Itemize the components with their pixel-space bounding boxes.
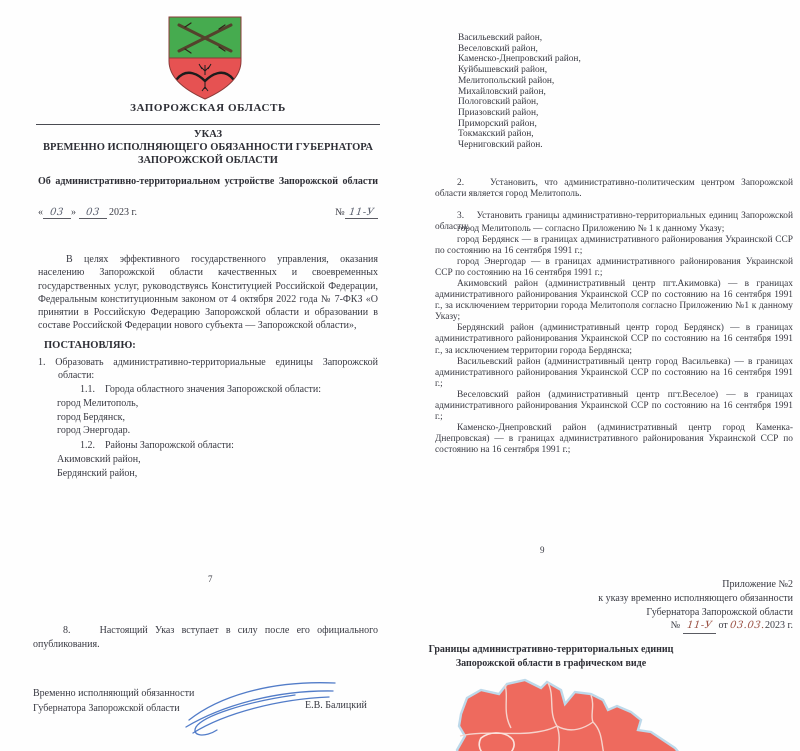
- page-9-appendix-map: [400, 530, 800, 751]
- issuing-authority: [38, 141, 378, 167]
- decree-subject: Об административно-территориальном устройстве Запорожской области: [38, 176, 378, 187]
- map-title: [401, 643, 701, 670]
- arms-red-field: [169, 58, 241, 99]
- boundary-item: Каменско-Днепровский район (административный центр город Каменка-Днепровская) — в границах административного районирования Украинской ССР по состоянию на 16 сентября 1991 г.;: [435, 422, 793, 455]
- appendix-ref-line: к указу временно исполняющего обязанности: [598, 592, 793, 604]
- authority-line-1: ВРЕМЕННО ИСПОЛНЯЮЩЕГО ОБЯЗАННОСТИ ГУБЕРНАТОРА: [43, 142, 373, 153]
- district-item: Михайловский район,: [458, 86, 546, 97]
- signer-title-line-2: Губернатора Запорожской области: [33, 703, 180, 714]
- district-item: Токмакский район,: [458, 129, 534, 140]
- clause-3: 3. Установить границы административно-территориальных единиц Запорожской области:: [435, 211, 793, 233]
- district-item: Приазовский район,: [458, 107, 539, 118]
- page-7-signature-page: [0, 530, 400, 751]
- boundary-item: город Энергодар — в границах административного районирования Украинской ССР по состоянию на 16 сентября 1991 г.;: [435, 257, 793, 279]
- region-name: ЗАПОРОЖСКАЯ ОБЛАСТЬ: [130, 102, 286, 114]
- clause-2: 2. Установить, что административно-политическим центром Запорожской области является город Мелитополь.: [435, 178, 793, 200]
- appendix-year: 2023 г.: [765, 620, 793, 632]
- signer-title-line-1: Временно исполняющий обязанности: [33, 688, 195, 699]
- city-list: [57, 397, 138, 438]
- clause-1-1: 1.1. Города областного значения Запорожской области:: [80, 384, 322, 395]
- district-item: Пологовский район,: [458, 97, 539, 108]
- district-item: Черниговский район.: [458, 140, 543, 151]
- district-list-continued: [435, 33, 800, 151]
- appendix-number-line: [493, 619, 793, 634]
- authority-line-2: ЗАПОРОЖСКОЙ ОБЛАСТИ: [138, 155, 278, 166]
- signer-name: Е.В. Балицкий: [305, 700, 367, 711]
- appendix-title: Приложение №2: [722, 579, 793, 590]
- district-item: Акимовский район,: [57, 454, 141, 465]
- appendix-ref-authority: Губернатора Запорожской области: [646, 606, 793, 618]
- clause-1: 1. Образовать административно-территориальные единицы Запорожской области:: [38, 357, 378, 381]
- district-item: Куйбышевский район,: [458, 65, 548, 76]
- signer-title: [33, 686, 194, 716]
- page-2-district-list: [400, 0, 800, 530]
- handwritten-month: 03: [85, 207, 100, 218]
- clause-1-2: 1.2. Районы Запорожской области:: [80, 440, 234, 451]
- city-item: город Бердянск,: [57, 411, 126, 423]
- header-divider: [36, 124, 380, 125]
- city-item: город Мелитополь,: [57, 398, 139, 409]
- page-number: 7: [208, 574, 213, 584]
- preamble-paragraph: В целях эффективного государственного управления, оказания населению Запорожской области качественных и своевременных государственных услуг, руководствуясь Конституцией Российской Федерации, Федеральным конституционным законом от 4 октября 2022 года № 7-ФКЗ «О принятии в Российскую Федерацию Запорожской области и образовании в составе Российской Федерации нового субъекта — Запорожской области»,: [38, 254, 378, 332]
- appendix-number-label: №: [670, 620, 681, 632]
- decree-date: [38, 207, 137, 219]
- handwritten-appendix-number: 11-У: [686, 620, 713, 632]
- map-title-line-2: Запорожской области в графическом виде: [455, 657, 647, 669]
- boundary-definitions: [435, 224, 793, 456]
- region-map: [445, 678, 695, 751]
- boundary-item: Васильевский район (административный центр город Васильевка) — в границах административного районирования Украинской ССР по состоянию на 16 сентября 1991 г.;: [435, 356, 793, 389]
- handwritten-appendix-date: 03.03.: [729, 620, 766, 632]
- district-list-start: [57, 453, 141, 480]
- printed-year: 2023 г.: [109, 207, 137, 218]
- doc-type-title: УКАЗ: [193, 129, 223, 140]
- boundary-item: город Мелитополь — согласно Приложению № 1 к данному Указу;: [457, 224, 725, 234]
- district-item: Васильевский район,: [458, 33, 543, 43]
- region-map-graphic: [445, 678, 695, 751]
- number-label: №: [335, 207, 345, 218]
- handwritten-day: 03: [49, 207, 65, 218]
- page-1-decree-title-page: [0, 0, 400, 530]
- coat-of-arms-icon: [161, 13, 249, 103]
- map-title-line-1: Границы административно-территориальных единиц: [428, 644, 674, 655]
- page-number: 9: [540, 545, 545, 555]
- decree-number: [335, 207, 378, 219]
- district-item: Бердянский район,: [57, 467, 138, 479]
- appendix-header: [493, 578, 793, 634]
- city-item: город Энергодар.: [57, 425, 131, 436]
- region-outline: [455, 680, 691, 751]
- boundary-item: Бердянский район (административный центр город Бердянск) — в границах административного районирования Украинской ССР по состоянию на 16 сентября 1991 г., за исключением территории города Бердянска;: [435, 323, 793, 356]
- quote-open: «: [38, 207, 43, 218]
- boundary-item: Веселовский район (административный центр пгт.Веселое) — в границах административного районирования Украинской ССР по состоянию на 16 сентября 1991 г.;: [435, 389, 793, 422]
- handwritten-number: 11-У: [348, 207, 375, 218]
- coat-of-arms: [161, 13, 249, 103]
- clause-8: 8. Настоящий Указ вступает в силу после его официального опубликования.: [33, 625, 378, 650]
- district-item: Каменско-Днепровский район,: [458, 54, 581, 65]
- resolve-word: ПОСТАНОВЛЯЮ:: [44, 340, 136, 351]
- appendix-from-word: от: [718, 620, 728, 632]
- district-item: Приморский район,: [458, 118, 537, 129]
- boundary-item: город Бердянск — в границах административного районирования Украинской ССР по состоянию на 16 сентября 1991 г.;: [435, 235, 793, 257]
- quote-close: »: [71, 207, 76, 218]
- date-and-number-row: [38, 207, 378, 219]
- boundary-item: Акимовский район (административный центр пгт.Акимовка) — в границах административного районирования Украинской ССР по состоянию на 16 сентября 1991 г., за исключением территории города Мелитополя согласно Приложению №1 к данному Указу;: [435, 279, 793, 323]
- district-item: Веселовский район,: [458, 43, 538, 54]
- district-item: Мелитопольский район,: [458, 75, 555, 86]
